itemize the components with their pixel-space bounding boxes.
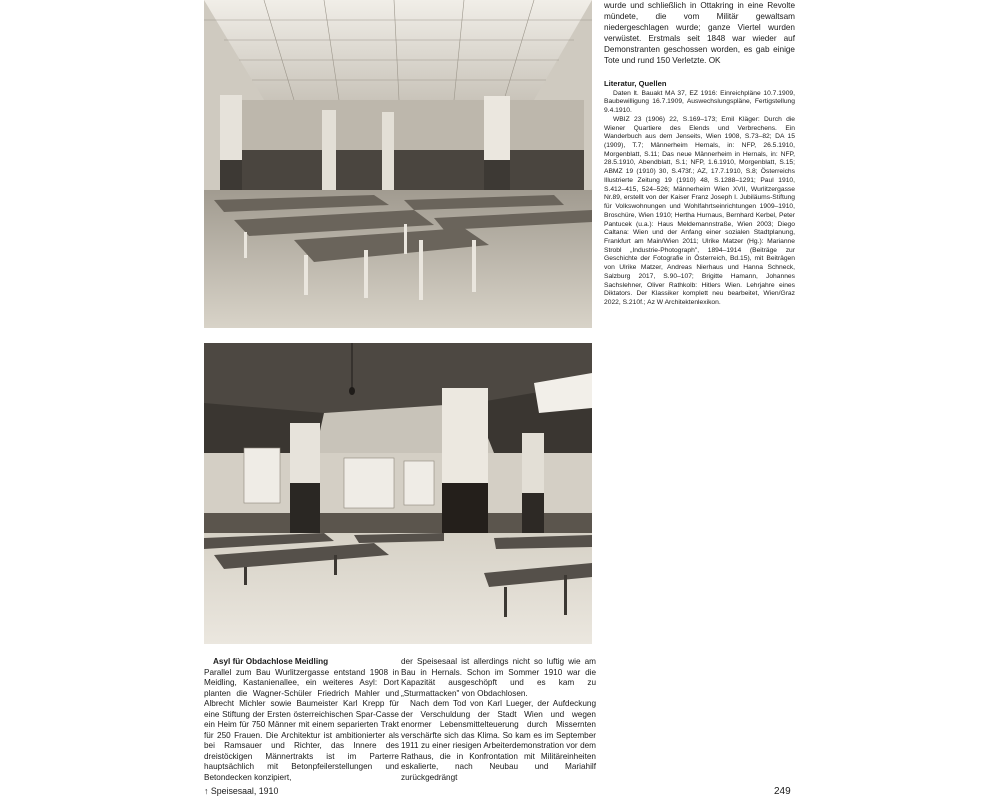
body-right-paragraph-2: Nach dem Tod von Karl Lueger, der Aufdeckung der Verschuldung der Stadt Wien und wegen enormer Lebensmittelteuerung durch Missernten verschärfte sich das Klima. So kam es im September 1911 zu einer riesigen Arbeiterdemonstration vor dem Rathaus, die in Konfrontation mit Militäreinheiten eskalierte, nach Neubau und Mariahilf zurückgedrängt xyxy=(401,699,596,782)
photo-dining-hall-skylight xyxy=(204,0,592,328)
body-right-paragraph-1: der Speisesaal ist allerdings nicht so luftig wie am Bau in Hernals. Schon im Sommer 1910 war die Kapazität ausgeschöpft und es kam zu „Sturmattacken" von Obdachlosen. xyxy=(401,657,596,698)
literature-heading: Literatur, Quellen xyxy=(604,79,667,88)
body-column-right xyxy=(401,657,596,783)
literature-section xyxy=(604,80,795,308)
continuation-paragraph: wurde und schließlich in Ottakring in eine Revolte mündete, die vom Militär gewaltsam niedergeschlagen wurde; ganze Viertel wurden verwüstet. Erstmals seit 1848 war wieder auf Demonstranten geschossen worden, es gab einige Tote und rund 150 Verletzte. OK xyxy=(604,1,795,66)
body-left-paragraph: Parallel zum Bau Wurlitzergasse entstand 1908 in Meidling, Kastanienallee, ein weiteres Asyl: Dort planten die Wagner-Schüler Friedrich Mahler und Albrecht Michler sowie Baumeister Karl Krepp für eine Stiftung der Ersten österreichischen Spar-Casse ein Heim für 750 Männer mit einem separierten Trakt für 250 Frauen. Die Architektur ist ambitionierter als bei Ramsauer und Richter, das Innere des dreistöckigen Männertrakts ist im Parterre hauptsächlich mit Betonpfeilerstellungen und Betondecken konzipiert, xyxy=(204,667,399,782)
photo-dining-hall-pillars-image xyxy=(204,343,592,644)
continuation-text xyxy=(604,0,795,67)
photo-caption: ↑ Speisesaal, 1910 xyxy=(204,786,279,796)
literature-paragraph-1: Daten lt. Bauakt MA 37, EZ 1916: Einreichpläne 10.7.1909, Baubewilligung 16.7.1909, Auswechslungspläne, Fertigstellung 9.4.1910. xyxy=(604,89,795,115)
photo-dining-hall-skylight-image xyxy=(204,0,592,328)
page-number: 249 xyxy=(774,786,791,797)
photo-dining-hall-pillars xyxy=(204,343,592,644)
literature-paragraph-2: WBIZ 23 (1906) 22, S.169–173; Emil Kläger: Durch die Wiener Quartiere des Elends und Verbrechens. Ein Wanderbuch aus dem Jenseits, Wien 1908, S.73–82; DA 15 (1909), T.7; Männerheim Hernals, in: NFP, 26.5.1910, Morgenblatt, S.11; Das neue Männerheim in Hernals, in: NFP, 28.5.1910, Abendblatt, S.1; NFP, 1.6.1910, Morgenblatt, S.15; ABMZ 19 (1910) 30, S.473f.; AZ, 17.7.1910, S.8; Österreichs Illustrierte Zeitung 19 (1910) 48, S.1288–1291; Paul 1910, S.412–415, 524–526; Männerheim Wien XVII, Wurlitzergasse Nr.89, erstellt von der Kaiser Franz Joseph I. Jubiläums-Stiftung für Volkswohnungen und Wohlfahrtseinrichtungen 1909–1910, Broschüre, Wien 1910; Hertha Hurnaus, Bernhard Kerbel, Peter Pantucek (u.a.): Haus Meldemannstraße, Wien 2003; Diego Caltana: Wien und der Anfang einer sozialen Stadtplanung, Frankfurt am Main/Wien 2011; Ulrike Matzer (Hg.): Marianne Strobl „Industrie-Photograph", 1894–1914 (Beiträge zur Geschichte der Fotografie in Österreich, Bd.15), mit Beiträgen von Ulrike Matzer, Andreas Nierhaus und Hanna Schneck, Salzburg 2017, S.90–107; Brigitte Hamann, Johannes Sachslehner, Oliver Rathkolb: Hitlers Wien. Lehrjahre eines Diktators. Der Klassiker komplett neu bearbeitet, Wien/Graz 2022, S.210f.; Az W Architektenlexikon. xyxy=(604,115,795,306)
body-column-left xyxy=(204,657,399,783)
section-heading: Asyl für Obdachlose Meidling xyxy=(213,657,329,666)
